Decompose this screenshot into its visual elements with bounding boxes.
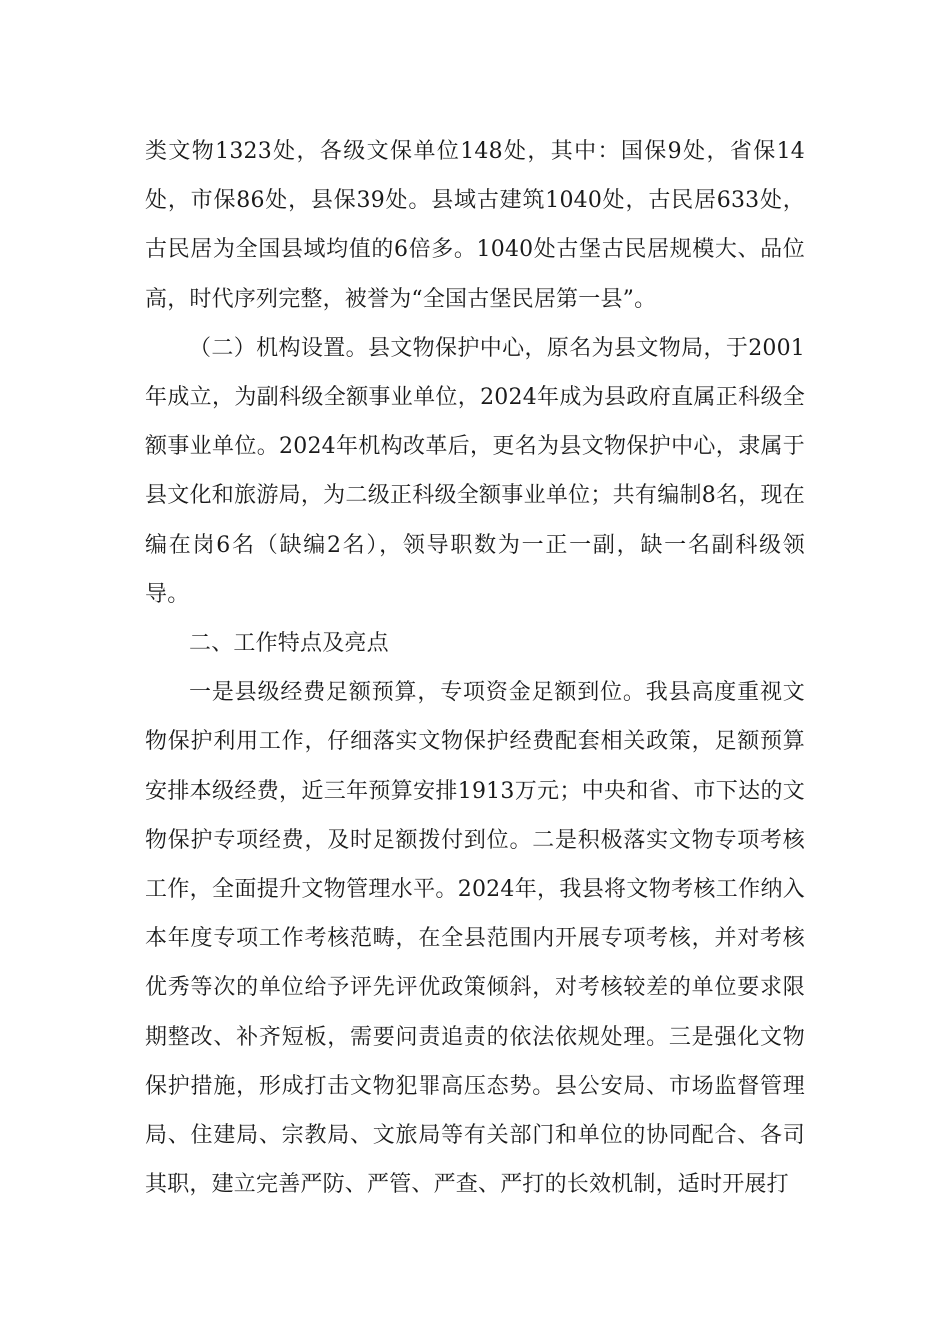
paragraph-institution-setup: （二）机构设置。县文物保护中心，原名为县文物局，于2001年成立，为副科级全额事业单位，2024年成为县政府直属正科级全额事业单位。2024年机构改革后，更名为县文物保护中心，隶属于县文化和旅游局，为二级正科级全额事业单位；共有编制8名，现在编在岗6名（缺编2名），领导职数为一正一副，缺一名副科级领导。 [145, 335, 805, 607]
section-heading-work-features: 二、工作特点及亮点 [189, 631, 389, 657]
paragraph-work-highlights: 一是县级经费足额预算，专项资金足额到位。我县高度重视文物保护利用工作，仔细落实文物保护经费配套相关政策，足额预算安排本级经费，近三年预算安排1913万元；中央和省、市下达的文物保护专项经费，及时足额拨付到位。二是积极落实文物专项考核工作，全面提升文物管理水平。2024年，我县将文物考核工作纳入本年度专项工作考核范畴，在全县范围内开展专项考核，并对考核优秀等次的单位给予评先评优政策倾斜，对考核较差的单位要求限期整改、补齐短板，需要问责追责的依法依规处理。三是强化文物保护措施，形成打击文物犯罪高压态势。县公安局、市场监督管理局、住建局、宗教局、文旅局等有关部门和单位的协同配合、各司其职，建立完善严防、严管、严查、严打的长效机制，适时开展打 [145, 680, 805, 1198]
document-page [145, 127, 805, 1209]
paragraph-cultural-relics-count: 类文物1323处，各级文保单位148处，其中：国保9处，省保14处，市保86处，县保39处。县域古建筑1040处，古民居633处，古民居为全国县域均值的6倍多。1040处古堡古民居规模大、品位高，时代序列完整，被誉为“全国古堡民居第一县”。 [145, 139, 805, 312]
